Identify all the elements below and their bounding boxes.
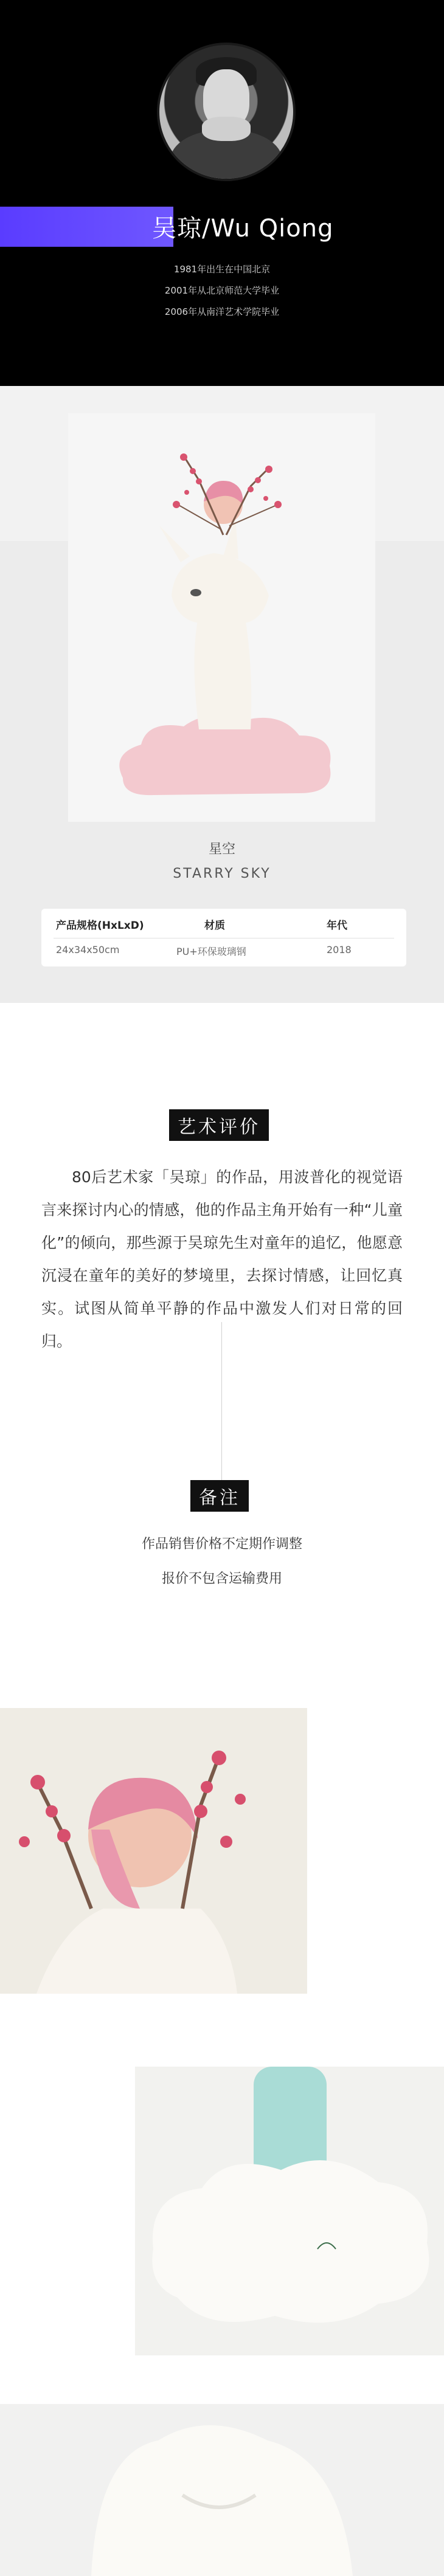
artist-name: 吴琼/Wu Qiong: [152, 215, 334, 243]
note-line: 作品销售价格不定期作调整: [141, 1537, 302, 1552]
artwork-title-en: STARRY SKY: [173, 866, 271, 881]
detail-photo-cloud: [135, 2067, 444, 2355]
spec-header-size: 产品规格(HxLxD): [56, 920, 144, 932]
detail-illustration-1: [0, 1708, 307, 1994]
spec-value-year: 2018: [327, 944, 352, 956]
artist-portrait: [157, 43, 296, 181]
artwork-title-cn: 星空: [208, 842, 235, 857]
bio-line: 1981年出生在中国北京: [173, 264, 271, 275]
detail-photo-girl: [0, 1708, 307, 1994]
spec-value-material: PU+环保玻璃钢: [176, 946, 246, 957]
name-accent-bar: [0, 207, 173, 247]
artwork-photo: [68, 413, 375, 822]
bio-line: 2006年从南洋艺术学院毕业: [164, 306, 280, 317]
notes-heading: 备注: [190, 1480, 249, 1512]
spec-value-size: 24x34x50cm: [56, 944, 120, 956]
critique-heading: 艺术评价: [169, 1109, 269, 1141]
detail-illustration-2: [135, 2067, 444, 2355]
critique-text: 80后艺术家「吴琼」的作品，用波普化的视觉语言来探讨内心的情感，他的作品主角开始有一种“儿童化”的倾向，那些源于吴琼先生对童年的追忆，他愿意沉浸在童年的美好的梦境里，去探讨情感，让回忆真实。试图从简单平静的作品中激发人们对日常的回归。: [41, 1168, 403, 1350]
spec-header-year: 年代: [327, 920, 347, 932]
sculpture-illustration: [68, 413, 375, 822]
spec-header-material: 材质: [204, 920, 225, 932]
bio-line: 2001年从北京师范大学毕业: [164, 285, 280, 296]
divider-line: [221, 1322, 222, 1480]
portrait-hands: [202, 117, 251, 141]
note-line: 报价不包含运输费用: [161, 1571, 282, 1586]
detail-illustration-3: [0, 2404, 444, 2576]
detail-photo-neck: [0, 2404, 444, 2576]
